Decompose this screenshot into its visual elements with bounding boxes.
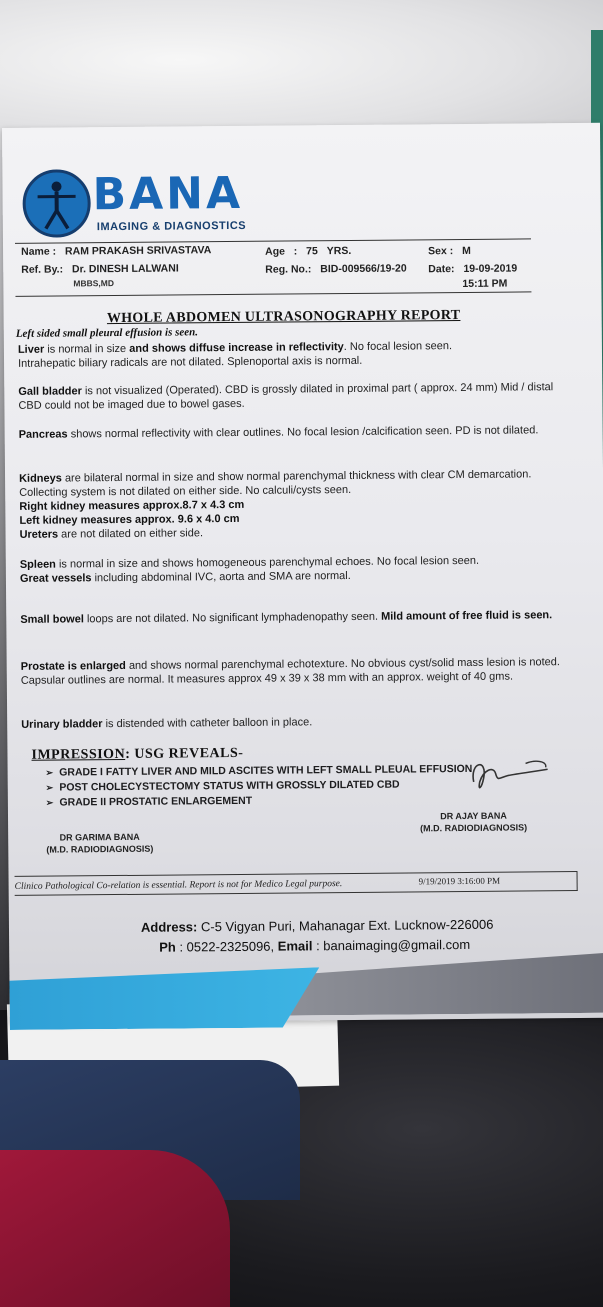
patient-sex: M	[462, 244, 471, 257]
prostate-label: Prostate is enlarged	[20, 659, 126, 673]
impression-heading	[31, 746, 243, 764]
patient-sex-label: Sex	[428, 245, 447, 258]
email-label: Email	[277, 938, 313, 954]
report-time: 15:11 PM	[462, 277, 508, 290]
liver-finding: and shows diffuse increase in reflectivity	[129, 341, 344, 355]
impression-item: ➢ GRADE II PROSTATIC ENLARGEMENT	[46, 792, 473, 811]
small-bowel-section	[20, 608, 560, 627]
kidneys-section	[19, 467, 560, 542]
small-bowel-text: loops are not dilated. No significant lymphadenopathy seen.	[83, 610, 382, 626]
patient-name: RAM PRAKASH SRIVASTAVA	[64, 244, 212, 258]
date-label: Date	[428, 263, 452, 276]
patient-age-label: Age	[265, 245, 285, 258]
brand-subtitle: IMAGING & DIAGNOSTICS	[96, 219, 247, 234]
impression-item: ➢ POST CHOLECYSTECTOMY STATUS WITH GROSSLY DILATED CBD	[46, 777, 473, 796]
liver-label: Liver	[17, 343, 45, 356]
report-date: 19-09-2019	[463, 262, 518, 275]
pancreas-text: shows normal reflectivity with clear outlines. No focal lesion /calcification seen. PD is not dilated.	[67, 424, 539, 441]
kidneys-text: are bilateral normal in size and show normal parenchymal thickness with clear CM demarcation. Collecting system is not dilated on either side. No calculi/cysts seen.	[19, 468, 532, 499]
urinary-bladder-section	[21, 713, 561, 732]
small-bowel-label: Small bowel	[20, 613, 84, 626]
gall-bladder-label: Gall bladder	[18, 385, 82, 398]
report-title: WHOLE ABDOMEN ULTRASONOGRAPHY REPORT	[106, 308, 461, 327]
prostate-text: and shows normal parenchymal echotexture. No obvious cyst/solid mass lesion is noted. Capsular outlines are normal. It measures approx 49 x 39 x 38 mm with an approx. weight of 40 gms.	[20, 656, 561, 687]
logo-emblem-icon	[22, 169, 91, 238]
phone-number: : 0522-2325096,	[179, 938, 275, 955]
spleen-text: is normal in size and shows homogeneous parenchymal echoes. No focal lesion seen.	[55, 554, 480, 571]
patient-name-row: Name : RAM PRAKASH SRIVASTAVA	[21, 244, 212, 258]
patient-name-label: Name	[21, 245, 50, 258]
prostate-section	[21, 655, 561, 688]
disclaimer-text: Clinico Pathological Co-relation is essential. Report is not for Medico Legal purpose.	[14, 879, 343, 892]
print-timestamp: 9/19/2019 3:16:00 PM	[418, 875, 501, 887]
great-vessels-text: including abdominal IVC, aorta and SMA are normal.	[91, 569, 351, 585]
ref-label: Ref. By.	[21, 263, 60, 276]
spleen-section	[20, 553, 560, 586]
liver-text-2: . No focal lesion seen.	[343, 340, 453, 354]
gall-bladder-section	[18, 380, 558, 413]
impression-subtitle: : USG REVEALS-	[125, 745, 244, 762]
liver-line-2: Intrahepatic biliary radicals are not dilated. Splenoportal axis is normal.	[18, 354, 363, 370]
reg-label: Reg. No.	[265, 263, 308, 276]
brand-logo	[20, 168, 251, 242]
doctor-right-name: DR AJAY BANA	[440, 810, 507, 822]
great-vessels-label: Great vessels	[19, 572, 92, 585]
impression-title: IMPRESSION	[31, 746, 126, 763]
meta-divider	[15, 291, 531, 297]
spleen-label: Spleen	[19, 558, 56, 571]
kidneys-label: Kidneys	[19, 472, 62, 485]
clinic-contact	[159, 937, 470, 955]
date-row: Date: 19-09-2019	[428, 262, 518, 276]
liver-text-1: is normal in size	[44, 342, 130, 356]
gall-bladder-text: is not visualized (Operated). CBD is grossly dilated in proximal part ( approx. 24 mm) Mid / distal CBD could not be imaged due to bowel gases.	[18, 381, 554, 412]
background-red-bag	[0, 1150, 230, 1307]
pancreas-section	[19, 423, 559, 442]
registration-row: Reg. No.: BID-009566/19-20	[265, 262, 407, 276]
doctor-left	[46, 831, 153, 856]
patient-age-unit: YRS.	[326, 244, 352, 258]
report-document	[2, 123, 603, 1023]
free-fluid-note: Mild amount of free fluid is seen.	[381, 609, 553, 623]
impression-item: ➢ GRADE I FATTY LIVER AND MILD ASCITES WITH LEFT SMALL PLEUAL EFFUSION	[46, 762, 473, 781]
pancreas-label: Pancreas	[18, 428, 68, 441]
doctor-right-degree: (M.D. RADIODIAGNOSIS)	[420, 822, 528, 834]
phone-label: Ph	[159, 939, 176, 955]
ureters-label: Ureters	[19, 528, 59, 541]
patient-age-row: Age : 75 YRS.	[265, 244, 352, 258]
address-text: C-5 Vigyan Puri, Mahanagar Ext. Lucknow-226006	[200, 916, 494, 935]
email-address: : banaimaging@gmail.com	[315, 936, 471, 954]
ureters-text: are not dilated on either side.	[58, 527, 204, 541]
brand-name: BANA	[92, 167, 244, 221]
doctor-left-name: DR GARIMA BANA	[59, 831, 140, 843]
ref-doctor: Dr. DINESH LALWANI	[71, 262, 179, 276]
doctor-left-degree: (M.D. RADIODIAGNOSIS)	[46, 843, 154, 855]
clinic-address	[141, 917, 494, 935]
doctor-right	[420, 809, 527, 834]
right-kidney: Right kidney measures approx.8.7 x 4.3 cm	[19, 498, 245, 513]
urinary-bladder-text: is distended with catheter balloon in place.	[102, 716, 313, 731]
patient-age: 75	[306, 245, 318, 258]
patient-sex-row: Sex : M	[428, 244, 471, 258]
urinary-bladder-label: Urinary bladder	[21, 718, 103, 731]
referring-doctor-row: Ref. By.: Dr. DINESH LALWANI	[21, 262, 179, 276]
left-kidney: Left kidney measures approx. 9.6 x 4.0 cm	[19, 512, 240, 527]
doctor-signature	[465, 751, 555, 800]
reg-number: BID-009566/19-20	[320, 262, 407, 276]
footer-band-grey	[289, 953, 603, 1016]
address-label: Address:	[140, 919, 198, 935]
liver-section	[18, 338, 558, 371]
impression-list	[46, 762, 473, 811]
pleural-note: Left sided small pleural effusion is seen.	[15, 326, 199, 340]
footer-band-blue	[9, 967, 320, 1030]
ref-degree: MBBS,MD	[73, 278, 115, 289]
